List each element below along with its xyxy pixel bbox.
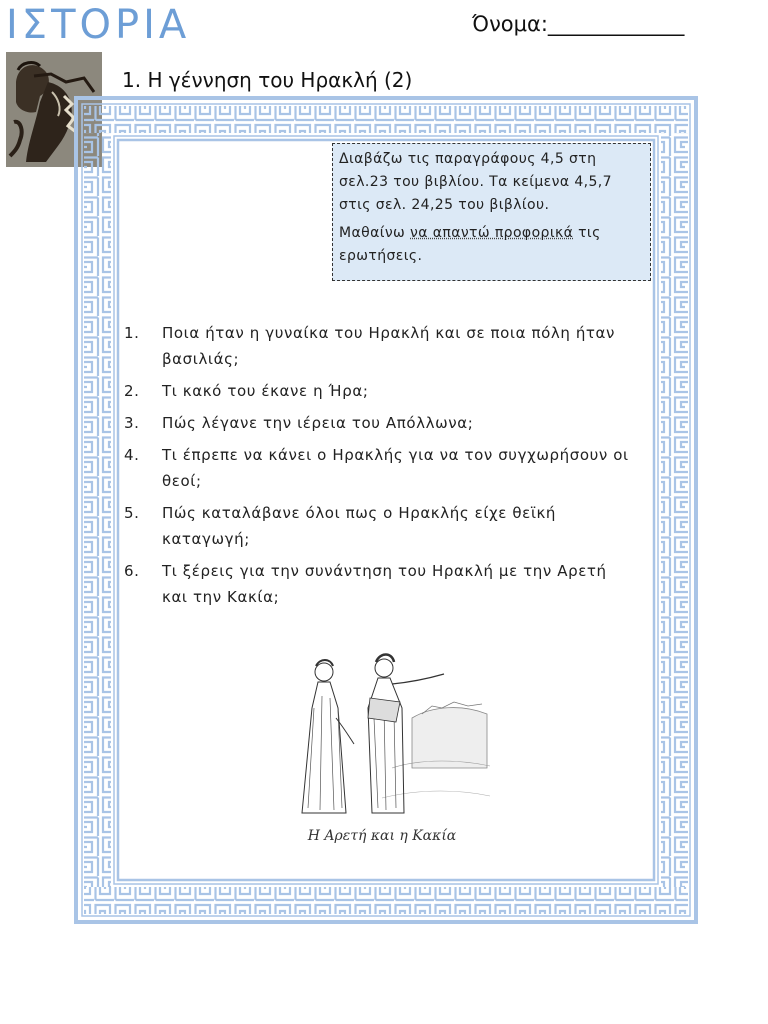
illustration-caption: Η Αρετή και η Κακία [307, 828, 457, 844]
instructions-learning-underlined: να απαντώ προφορικά [410, 225, 574, 241]
question-text: Πώς λέγανε την ιέρεια του Απόλλωνα; [162, 414, 474, 432]
instructions-learning-prefix: Μαθαίνω [339, 225, 411, 241]
question-number: 1. [124, 324, 140, 342]
question-number: 2. [124, 382, 140, 400]
questions-list [124, 320, 634, 616]
question-item [124, 442, 634, 494]
name-field-label: Όνομα:_____________ [472, 12, 685, 36]
instructions-learning-suffix: τις ερωτήσεις. [339, 225, 601, 264]
question-item [124, 410, 634, 436]
question-text: Τι ξέρεις για την συνάντηση του Ηρακλή με την Αρετή και την Κακία; [162, 562, 607, 606]
question-item [124, 500, 634, 552]
instructions-box [332, 143, 651, 281]
question-number: 5. [124, 504, 140, 522]
question-text: Τι κακό του έκανε η Ήρα; [162, 382, 369, 400]
question-item [124, 558, 634, 610]
question-text: Τι έπρεπε να κάνει ο Ηρακλής για να τον συγχωρήσουν οι θεοί; [162, 446, 629, 490]
lesson-title: 1. Η γέννηση του Ηρακλή (2) [122, 68, 413, 92]
question-number: 6. [124, 562, 140, 580]
question-text: Ποια ήταν η γυναίκα του Ηρακλή και σε ποια πόλη ήταν βασιλιάς; [162, 324, 616, 368]
question-number: 4. [124, 446, 140, 464]
virtue-and-vice-illustration [272, 648, 492, 852]
question-item [124, 378, 634, 404]
subject-title: ΙΣΤΟΡΙΑ [6, 2, 191, 48]
question-number: 3. [124, 414, 140, 432]
question-item [124, 320, 634, 372]
instructions-learning [339, 222, 642, 268]
question-text: Πώς καταλάβανε όλοι πως ο Ηρακλής είχε θεϊκή καταγωγή; [162, 504, 557, 548]
instructions-reading: Διαβάζω τις παραγράφους 4,5 στη σελ.23 του βιβλίου. Τα κείμενα 4,5,7 στις σελ. 24,25 του βιβλίου. [339, 151, 612, 213]
